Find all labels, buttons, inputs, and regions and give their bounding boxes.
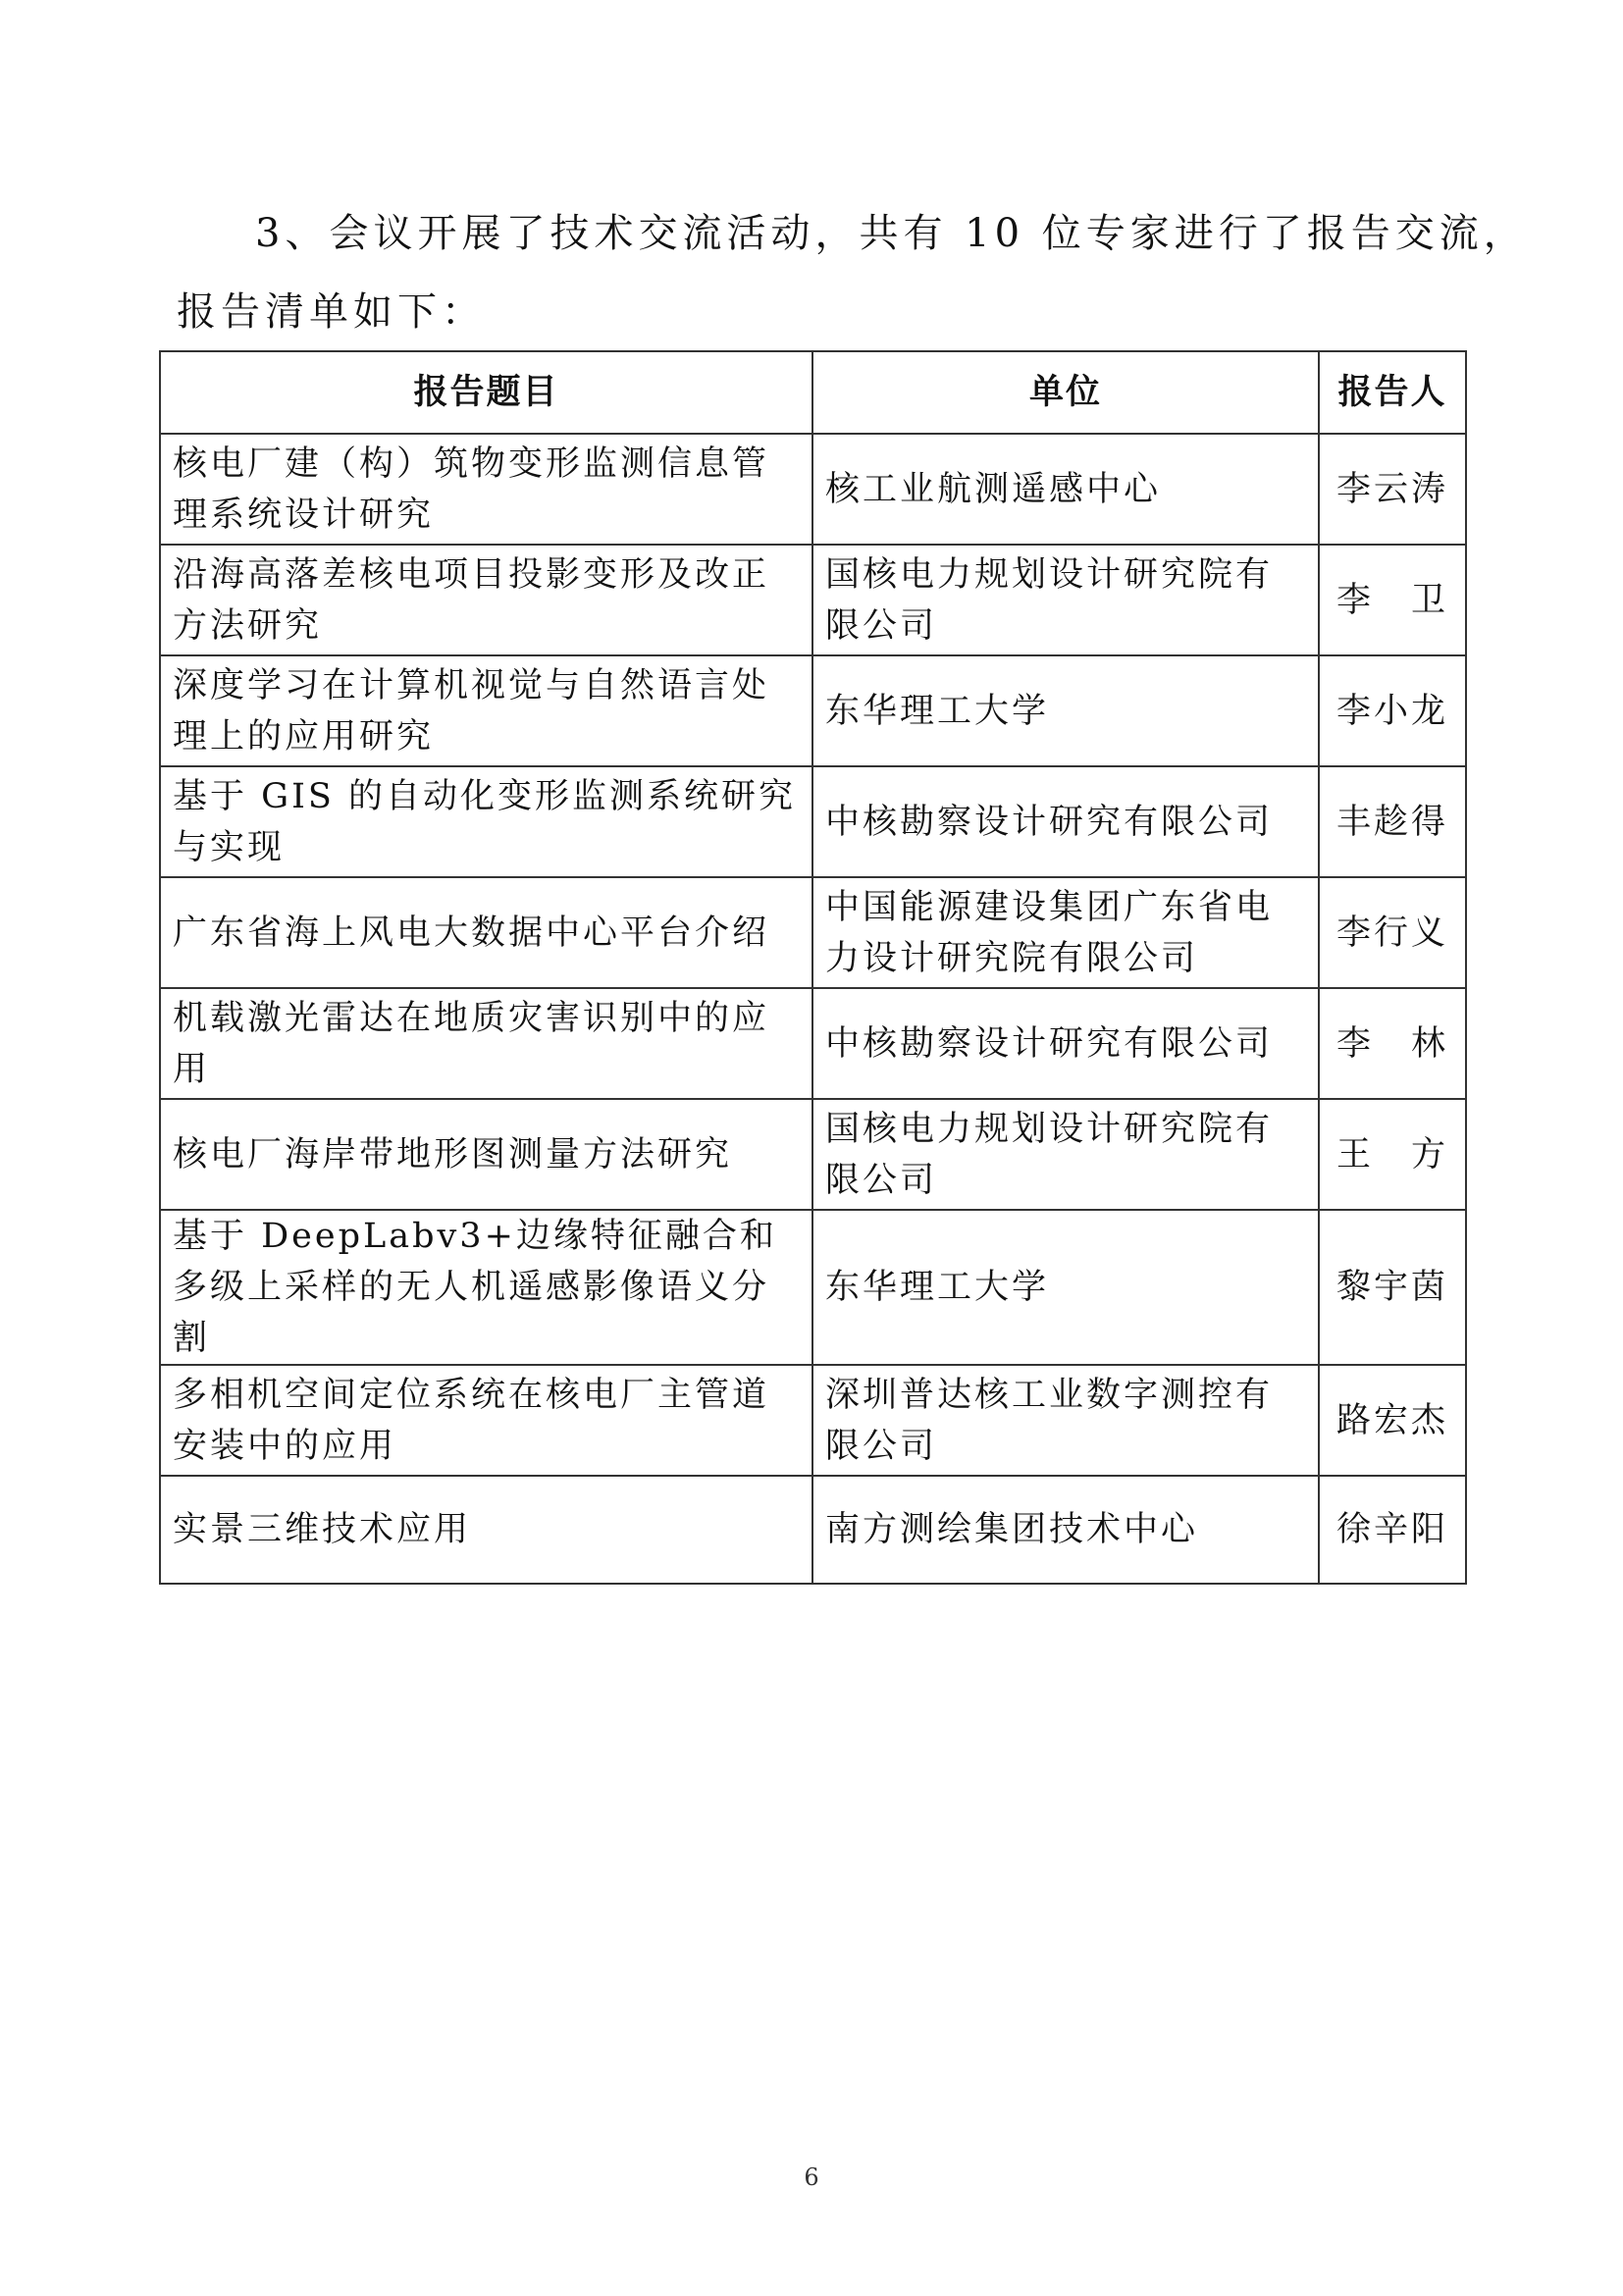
intro-line-1: 3、会议开展了技术交流活动，共有 10 位专家进行了报告交流，: [255, 211, 1528, 256]
report-unit: 中国能源建设集团广东省电力设计研究院有限公司: [812, 877, 1319, 988]
report-unit: 国核电力规划设计研究院有限公司: [812, 1099, 1319, 1210]
report-reporter: 王 方: [1319, 1099, 1466, 1210]
report-title: 基于 DeepLabv3+边缘特征融合和多级上采样的无人机遥感影像语义分割: [160, 1210, 812, 1365]
table-row: [160, 1365, 1466, 1476]
report-reporter: 李行义: [1319, 877, 1466, 988]
report-title: 机载激光雷达在地质灾害识别中的应用: [160, 988, 812, 1099]
report-reporter: 李小龙: [1319, 655, 1466, 766]
report-title: 核电厂海岸带地形图测量方法研究: [160, 1099, 812, 1210]
table-row: [160, 545, 1466, 655]
report-title: 深度学习在计算机视觉与自然语言处理上的应用研究: [160, 655, 812, 766]
table-row: [160, 655, 1466, 766]
report-unit: 东华理工大学: [812, 655, 1319, 766]
page-number: 6: [804, 2164, 819, 2191]
report-title: 多相机空间定位系统在核电厂主管道安装中的应用: [160, 1365, 812, 1476]
report-unit: 核工业航测遥感中心: [812, 434, 1319, 545]
header-reporter: 报告人: [1319, 351, 1466, 434]
table-row: [160, 1476, 1466, 1584]
report-reporter: 黎宇茵: [1319, 1210, 1466, 1365]
header-unit: 单位: [812, 351, 1319, 434]
table-row: [160, 988, 1466, 1099]
report-unit: 中核勘察设计研究有限公司: [812, 766, 1319, 877]
table-row: [160, 1099, 1466, 1210]
header-title: 报告题目: [160, 351, 812, 434]
report-unit: 南方测绘集团技术中心: [812, 1476, 1319, 1584]
report-reporter: 李 林: [1319, 988, 1466, 1099]
report-unit: 深圳普达核工业数字测控有限公司: [812, 1365, 1319, 1476]
report-reporter: 李云涛: [1319, 434, 1466, 545]
report-unit: 中核勘察设计研究有限公司: [812, 988, 1319, 1099]
table-row: [160, 1210, 1466, 1365]
intro-paragraph: [177, 194, 1528, 351]
report-unit: 国核电力规划设计研究院有限公司: [812, 545, 1319, 655]
table-row: [160, 877, 1466, 988]
table-row: [160, 434, 1466, 545]
report-reporter: 徐辛阳: [1319, 1476, 1466, 1584]
report-table: [159, 350, 1467, 1585]
report-reporter: 路宏杰: [1319, 1365, 1466, 1476]
report-title: 实景三维技术应用: [160, 1476, 812, 1584]
table-header-row: [160, 351, 1466, 434]
report-title: 广东省海上风电大数据中心平台介绍: [160, 877, 812, 988]
report-unit: 东华理工大学: [812, 1210, 1319, 1365]
table-row: [160, 766, 1466, 877]
report-reporter: 丰趁得: [1319, 766, 1466, 877]
report-title: 沿海高落差核电项目投影变形及改正方法研究: [160, 545, 812, 655]
report-reporter: 李 卫: [1319, 545, 1466, 655]
intro-line-2: 报告清单如下：: [177, 289, 486, 335]
report-title: 核电厂建（构）筑物变形监测信息管理系统设计研究: [160, 434, 812, 545]
report-title: 基于 GIS 的自动化变形监测系统研究与实现: [160, 766, 812, 877]
